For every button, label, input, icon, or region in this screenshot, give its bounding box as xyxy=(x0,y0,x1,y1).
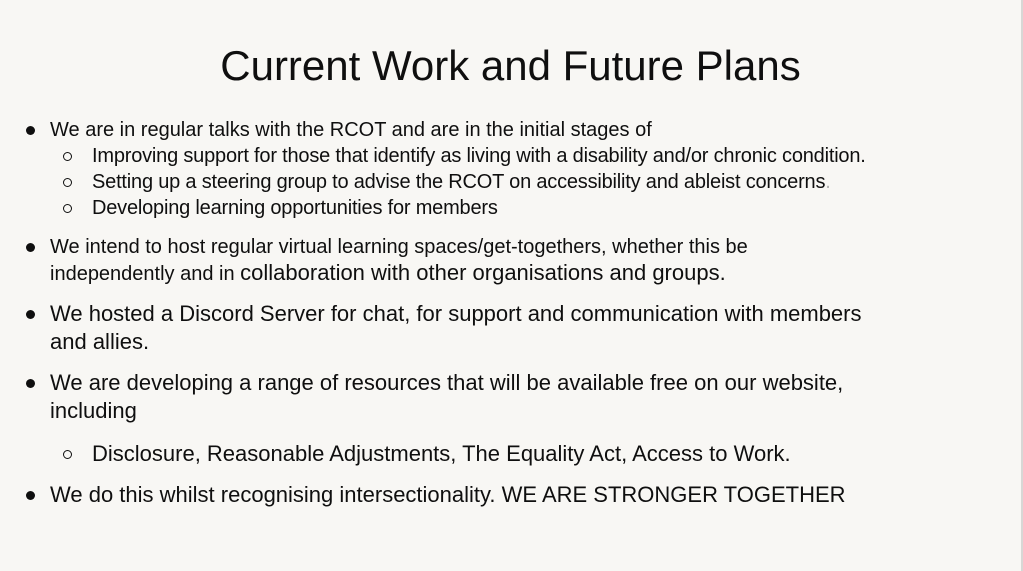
bullet-text: We do this whilst recognising intersectionality. WE ARE STRONGER TOGETHER xyxy=(50,482,846,508)
bullet-dot-icon xyxy=(26,491,35,500)
bullet-group-intersectionality xyxy=(0,481,1021,509)
sub-bullet-text: Developing learning opportunities for members xyxy=(92,197,498,220)
bullet-item xyxy=(0,369,1021,425)
sub-bullet-text: Disclosure, Reasonable Adjustments, The Equality Act, Access to Work. xyxy=(92,441,791,467)
bullet-text-line2-small: independently and in xyxy=(50,263,235,286)
bullet-item xyxy=(0,481,1021,509)
bullet-text xyxy=(50,234,1021,287)
sub-bullet-item xyxy=(0,143,1021,169)
bullet-text: We are in regular talks with the RCOT and are in the initial stages of xyxy=(50,119,652,142)
bullet-text-line2: and allies. xyxy=(50,329,150,355)
bullet-item xyxy=(0,117,1021,143)
bullet-dot-icon xyxy=(26,379,35,388)
bullet-circle-icon xyxy=(63,152,72,161)
sub-bullet-text-main: Setting up a steering group to advise the RCOT on accessibility and ableist concerns xyxy=(92,171,826,194)
bullet-dot-icon xyxy=(26,126,35,135)
bullet-item xyxy=(0,234,1021,287)
bullet-group-virtual-learning xyxy=(0,234,1021,287)
bullet-group-discord xyxy=(0,300,1021,356)
bullet-item xyxy=(0,300,1021,356)
bullet-dot-icon xyxy=(26,243,35,252)
sub-bullet-item xyxy=(0,440,1021,468)
bullet-circle-icon xyxy=(63,450,72,459)
page-title: Current Work and Future Plans xyxy=(220,42,801,89)
bullet-group-talks xyxy=(0,117,1021,221)
bullet-text-line1: We are developing a range of resources that will be available free on our website, xyxy=(50,370,844,396)
sub-bullet-text: Improving support for those that identify as living with a disability and/or chronic condition. xyxy=(92,145,866,168)
sub-bullet-text xyxy=(92,169,1021,195)
bullet-group-resources xyxy=(0,369,1021,468)
bullet-text xyxy=(50,369,1021,425)
bullet-text-line2: including xyxy=(50,398,137,424)
sub-bullet-item xyxy=(0,195,1021,221)
bullet-circle-icon xyxy=(63,204,72,213)
bullet-dot-icon xyxy=(26,310,35,319)
muted-period: . xyxy=(825,171,831,194)
bullet-circle-icon xyxy=(63,178,72,187)
bullet-text-line1: We hosted a Discord Server for chat, for support and communication with members xyxy=(50,301,862,327)
bullet-text xyxy=(50,300,1021,356)
bullet-text-line1: We intend to host regular virtual learning spaces/get-togethers, whether this be xyxy=(50,236,748,259)
sub-bullet-item xyxy=(0,169,1021,195)
bullet-list xyxy=(0,117,1021,509)
bullet-text-line2-large: collaboration with other organisations and groups. xyxy=(240,260,726,286)
